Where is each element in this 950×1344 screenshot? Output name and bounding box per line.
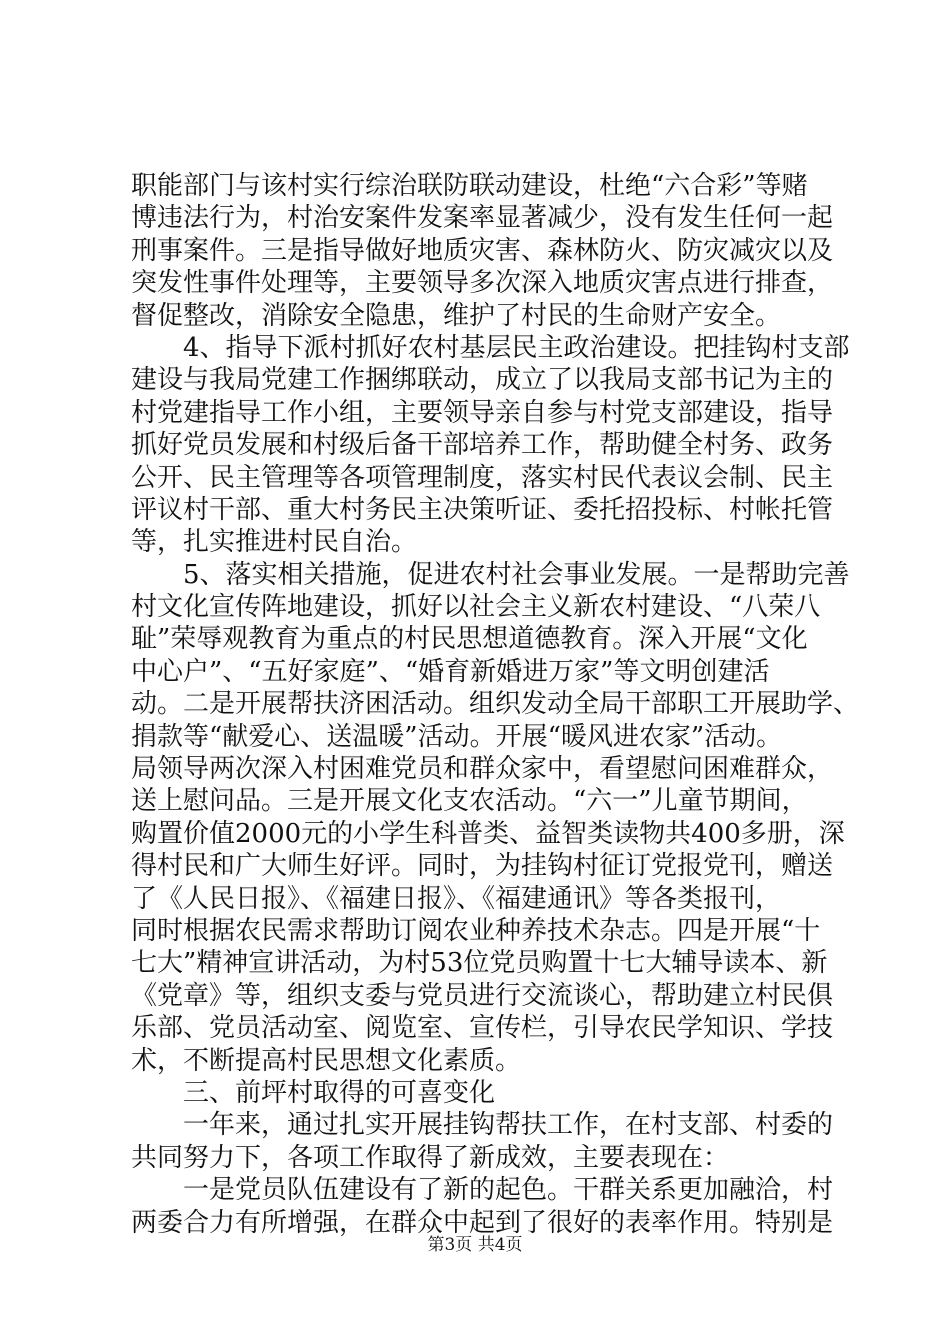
text-line: 动。二是开展帮扶济困活动。组织发动全局干部职工开展助学、 [131,689,860,720]
text-line: 两委合力有所增强，在群众中起到了很好的表率作用。特别是 [131,1207,834,1238]
text-line: 刑事案件。三是指导做好地质灾害、森林防火、防灾减灾以及 [131,235,834,266]
text-line: 博违法行为，村治安案件发案率显著减少，没有发生任何一起 [131,203,834,234]
text-line: 公开、民主管理等各项管理制度，落实村民代表议会制、民主 [131,462,834,493]
text-line: 《党章》等，组织支委与党员进行交流谈心，帮助建立村民俱 [131,980,834,1011]
text-line: 乐部、党员活动室、阅览室、宣传栏，引导农民学知识、学技 [131,1013,834,1044]
text-line: 等，扎实推进村民自治。 [131,527,418,558]
text-line: 送上慰问品。三是开展文化支农活动。“六一”儿童节期间， [131,786,808,817]
page-footer [0,1233,950,1257]
section-heading: 三、前坪村取得的可喜变化 [183,1077,496,1108]
paragraph-start-line: 一年来，通过扎实开展挂钩帮扶工作，在村支部、村委的 [183,1110,834,1141]
text-line: 购置价值2000元的小学生科普类、益智类读物共400多册，深 [131,818,845,849]
text-line: 村党建指导工作小组，主要领导亲自参与村党支部建设，指导 [131,397,834,428]
text-line: 术，不断提高村民思想文化素质。 [131,1045,522,1076]
paragraph-start-line: 一是党员队伍建设有了新的起色。干群关系更加融洽，村 [183,1175,834,1206]
text-line: 得村民和广大师生好评。同时，为挂钩村征订党报党刊，赠送 [131,851,834,882]
text-line: 职能部门与该村实行综治联防联动建设，杜绝“六合彩”等赌 [131,171,808,201]
page-number-label: 第3页 共4页 [427,1235,523,1255]
text-line: 村文化宣传阵地建设，抓好以社会主义新农村建设、“八荣八 [131,592,821,623]
paragraph-start-line: 5、落实相关措施，促进农村社会事业发展。一是帮助完善 [183,559,850,590]
text-line: 局领导两次深入村困难党员和群众家中，看望慰问困难群众， [131,754,834,785]
text-line: 抓好党员发展和村级后备干部培养工作，帮助健全村务、政务 [131,430,834,461]
text-line: 共同努力下，各项工作取得了新成效，主要表现在： [131,1142,730,1173]
text-line: 建设与我局党建工作捆绑联动，成立了以我局支部书记为主的 [131,365,834,396]
paragraph-start-line: 4、指导下派村抓好农村基层民主政治建设。把挂钩村支部 [183,332,850,363]
text-line: 中心户”、“五好家庭”、“婚育新婚进万家”等文明创建活 [131,656,770,687]
text-line: 评议村干部、重大村务民主决策听证、委托招投标、村帐托管 [131,494,834,525]
text-line: 七大”精神宣讲活动，为村53位党员购置十七大辅导读本、新 [131,948,828,979]
text-line: 同时根据农民需求帮助订阅农业种养技术杂志。四是开展“十 [131,915,821,946]
body-text [131,170,860,1239]
text-line: 耻”荣辱观教育为重点的村民思想道德教育。深入开展“文化 [131,624,808,655]
text-line: 督促整改，消除安全隐患，维护了村民的生命财产安全。 [131,300,782,331]
text-line: 了《人民日报》、《福建日报》、《福建通讯》等各类报刊， [131,883,782,914]
text-line: 突发性事件处理等，主要领导多次深入地质灾害点进行排查， [131,268,834,299]
text-line: 捐款等“献爱心、送温暖”活动。开展“暖风进农家”活动。 [131,721,783,752]
